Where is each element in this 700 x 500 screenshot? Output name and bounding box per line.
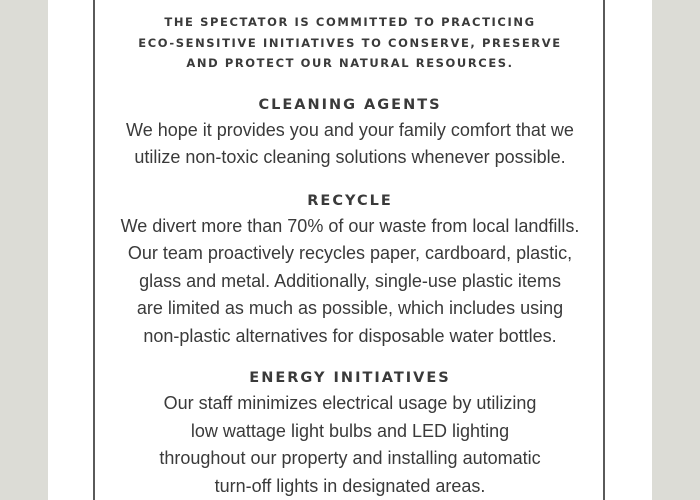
section-energy-initiatives xyxy=(95,368,605,500)
body-line: Our team proactively recycles paper, cardboard, plastic, xyxy=(127,243,573,263)
body-line: glass and metal. Additionally, single-use plastic items xyxy=(139,270,561,291)
section-recycle xyxy=(95,191,605,351)
section-heading: RECYCLE xyxy=(307,192,393,209)
body-line: utilize non-toxic cleaning solutions whenever possible. xyxy=(134,147,566,167)
intro-statement xyxy=(95,12,605,74)
section-body xyxy=(95,390,605,500)
body-line: throughout our property and installing automatic xyxy=(159,448,541,468)
section-heading: CLEANING AGENTS xyxy=(258,96,442,113)
body-line: Our staff minimizes electrical usage by utilizing xyxy=(163,393,537,413)
body-line: non-plastic alternatives for disposable water bottles. xyxy=(143,325,557,346)
section-cleaning-agents xyxy=(95,95,605,172)
intro-line: THE SPECTATOR IS COMMITTED TO PRACTICING xyxy=(164,15,536,29)
content-column xyxy=(95,0,605,500)
body-line: turn-off lights in designated areas. xyxy=(214,475,486,496)
right-margin-band xyxy=(652,0,700,500)
body-line: are limited as much as possible, which includes using xyxy=(136,298,564,318)
intro-line: AND PROTECT OUR NATURAL RESOURCES. xyxy=(186,56,514,70)
intro-line: ECO-SENSITIVE INITIATIVES TO CONSERVE, PRESERVE xyxy=(138,35,562,50)
body-line: low wattage light bulbs and LED lighting xyxy=(190,420,510,441)
body-line: We divert more than 70% of our waste from local landfills. xyxy=(120,215,580,236)
section-body xyxy=(95,117,605,172)
section-heading: ENERGY INITIATIVES xyxy=(249,370,451,386)
section-body xyxy=(95,213,605,351)
left-margin-band xyxy=(0,0,48,500)
body-line: We hope it provides you and your family comfort that we xyxy=(126,119,574,140)
